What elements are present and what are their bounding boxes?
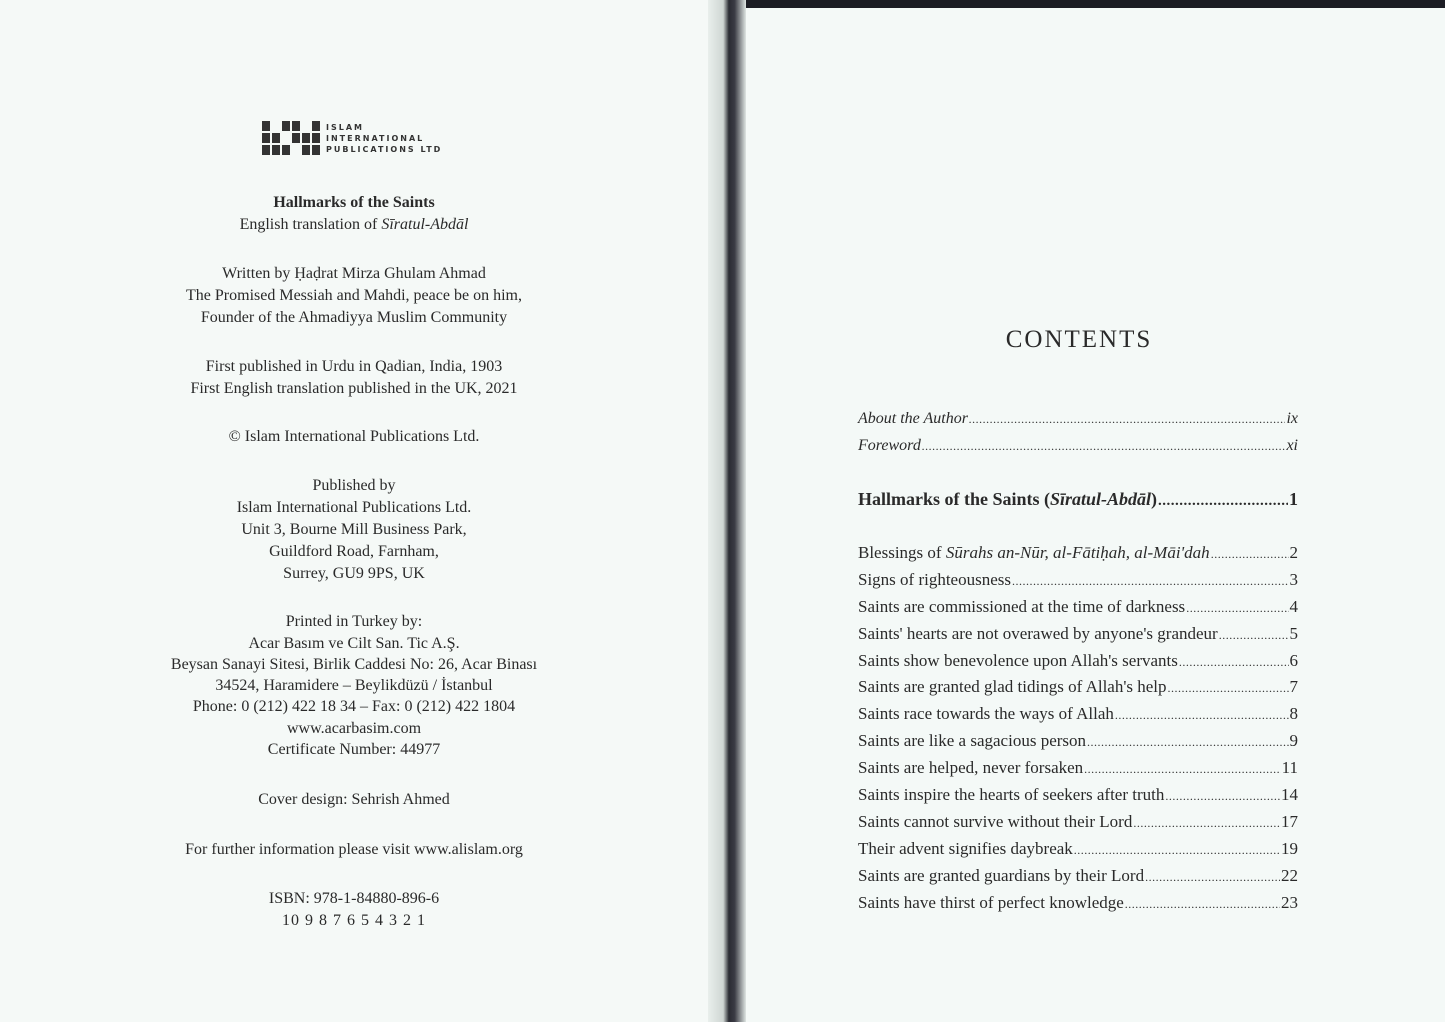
book-subtitle <box>0 215 708 235</box>
toc-entry <box>858 839 1298 866</box>
toc-entry-title: Saints' hearts are not overawed by anyone's grandeur <box>858 623 1218 643</box>
toc-entry-title: Saints are commissioned at the time of darkness <box>858 596 1186 616</box>
author-line: Founder of the Ahmadiyya Muslim Community <box>200 309 508 326</box>
front-matter-list <box>858 410 1298 464</box>
toc-entry-page: 17 <box>1281 811 1298 831</box>
printer-line: Beysan Sanayi Sitesi, Birlik Caddesi No: 26, Acar Binası <box>170 656 538 673</box>
toc-entry <box>858 785 1298 812</box>
toc-entry <box>858 543 1298 570</box>
printer-line: Phone: 0 (212) 422 18 34 – Fax: 0 (212) 422 1804 <box>192 698 516 715</box>
toc-entry-title: Hallmarks of the Saints (Sīratul-Abdāl) <box>858 489 1158 509</box>
logo-text-line: ISLAM <box>326 122 364 132</box>
subtitle-italic: Sīratul-Abdāl <box>381 216 469 233</box>
toc-entry-title: Saints are helped, never forsaken <box>858 758 1084 778</box>
author-line: The Promised Messiah and Mahdi, peace be on him, <box>186 287 522 304</box>
toc-entry-title: Saints are granted guardians by their Lord <box>858 865 1145 885</box>
publication-line: First published in Urdu in Qadian, India, 1903 <box>205 358 503 375</box>
printer-line: www.acarbasim.com <box>286 720 422 737</box>
calligraphy-logo-icon <box>262 121 320 155</box>
toc-entry <box>858 677 1298 704</box>
toc-entry-title: Saints cannot survive without their Lord <box>858 811 1133 831</box>
toc-entry <box>858 866 1298 893</box>
toc-entry-page: 4 <box>1289 596 1298 616</box>
toc-entry-page: 7 <box>1289 677 1298 697</box>
toc-entry-title: Signs of righteousness <box>858 569 1011 589</box>
logo-text-line: PUBLICATIONS LTD <box>326 144 443 154</box>
publisher-logo <box>262 121 442 155</box>
toc-entry-page: 5 <box>1289 623 1298 643</box>
toc-entry-page: 22 <box>1281 865 1298 885</box>
toc-entry <box>858 893 1298 920</box>
book-title: Hallmarks of the Saints <box>273 194 435 211</box>
toc-entry-page: 23 <box>1281 892 1298 912</box>
contents-list <box>858 543 1298 919</box>
toc-entry-title: Blessings of Sūrahs an-Nūr, al-Fātiḥah, al-Māi'dah <box>858 543 1210 562</box>
toc-entry <box>858 758 1298 785</box>
toc-entry <box>858 812 1298 839</box>
printer-line: Certificate Number: 44977 <box>267 741 441 758</box>
toc-entry <box>858 597 1298 624</box>
publisher-line: Islam International Publications Ltd. <box>236 499 472 516</box>
publisher-line: Surrey, GU9 9PS, UK <box>283 565 425 582</box>
cover-design: Cover design: Sehrish Ahmed <box>258 791 450 808</box>
publisher-line: Unit 3, Bourne Mill Business Park, <box>241 521 467 538</box>
publisher-line: Published by <box>312 477 396 494</box>
toc-entry <box>858 651 1298 678</box>
toc-entry-page: 9 <box>1289 731 1298 751</box>
printer-line: Acar Basım ve Cilt San. Tic A.Ş. <box>248 635 460 652</box>
toc-entry-title: Their advent signifies daybreak <box>858 838 1073 858</box>
copyright-page <box>0 0 708 1022</box>
toc-entry-title: About the Author <box>858 410 968 427</box>
toc-entry-page: 14 <box>1281 785 1298 805</box>
toc-entry-title: Foreword <box>858 436 921 454</box>
toc-entry-page: 8 <box>1289 704 1298 724</box>
toc-entry <box>858 704 1298 731</box>
toc-entry-title: Saints race towards the ways of Allah <box>858 704 1114 724</box>
printer-line: Printed in Turkey by: <box>285 613 423 630</box>
copyright-line: © Islam International Publications Ltd. <box>228 428 480 445</box>
toc-entry-page: ix <box>1286 410 1298 427</box>
book-gutter <box>708 0 746 1022</box>
logo-text-line: INTERNATIONAL <box>326 133 425 143</box>
toc-entry <box>858 410 1298 437</box>
toc-entry-page: 19 <box>1281 838 1298 858</box>
toc-entry-page: 1 <box>1289 489 1298 509</box>
further-info: For further information please visit www.alislam.org <box>185 841 523 858</box>
toc-entry-title: Saints are granted glad tidings of Allah's help <box>858 677 1167 697</box>
contents-heading: CONTENTS <box>1005 326 1153 353</box>
toc-entry-page: 6 <box>1289 650 1298 670</box>
toc-entry-page: 11 <box>1281 758 1298 778</box>
toc-entry-title: Saints show benevolence upon Allah's servants <box>858 650 1178 670</box>
toc-entry-page: xi <box>1286 436 1298 454</box>
toc-entry-page: 3 <box>1289 569 1298 589</box>
author-line: Written by Ḥaḍrat Mirza Ghulam Ahmad <box>222 265 486 282</box>
print-line: 10 9 8 7 6 5 4 3 2 1 <box>282 912 426 929</box>
subtitle-prefix: English translation of <box>239 216 382 233</box>
isbn: ISBN: 978-1-84880-896-6 <box>268 890 440 907</box>
toc-entry-title: Saints inspire the hearts of seekers after truth <box>858 785 1165 805</box>
toc-entry-title: Saints are like a sagacious person <box>858 731 1087 751</box>
toc-entry <box>858 624 1298 651</box>
publication-line: First English translation published in the UK, 2021 <box>190 380 518 397</box>
toc-entry <box>858 489 1298 516</box>
toc-entry-title: Saints have thirst of perfect knowledge <box>858 892 1124 912</box>
toc-entry <box>858 437 1298 464</box>
printer-line: 34524, Haramidere – Beylikdüzü / İstanbul <box>215 677 493 694</box>
toc-entry-page: 2 <box>1289 543 1298 562</box>
main-entry <box>858 489 1298 516</box>
publisher-line: Guildford Road, Farnham, <box>269 543 439 560</box>
toc-entry <box>858 731 1298 758</box>
toc-entry <box>858 570 1298 597</box>
